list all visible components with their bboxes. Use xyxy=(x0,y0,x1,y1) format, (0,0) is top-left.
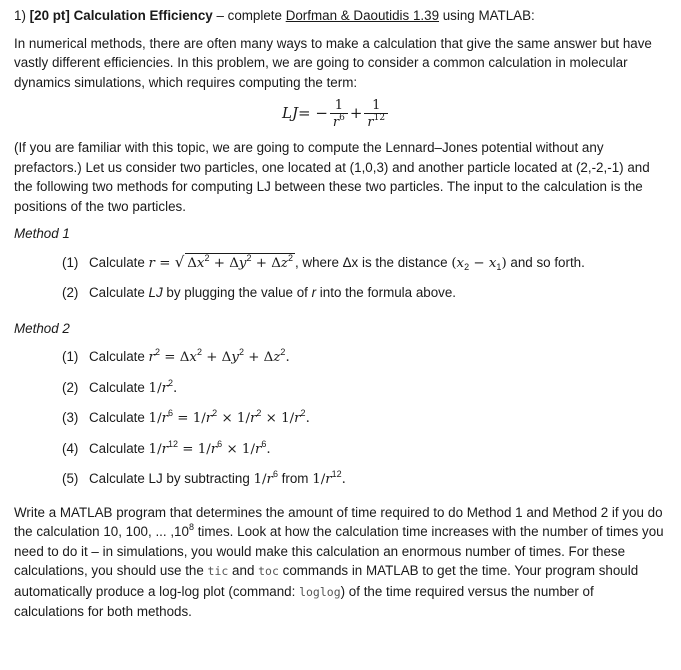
method-2-step-4: (4) Calculate $1/r^{12} = 1/r^6 \times 1/r^6$. xyxy=(62,438,271,457)
code-tic: tic xyxy=(207,564,229,578)
step-text: Calculate xyxy=(89,349,149,364)
eq-den-1-base: r xyxy=(332,115,340,130)
step-number: (1) xyxy=(62,254,79,270)
closing-text: commands in MATLAB to get the time. Your program should automatically produce a log-log plot (command: xyxy=(14,563,639,599)
code-toc: toc xyxy=(258,564,279,578)
step-text: Calculate LJ by subtracting xyxy=(89,471,254,486)
intro-paragraph: In numerical methods, there are often many ways to make a calculation that give the same answer but have vastly different efficiencies. In this problem, we are going to consider a common calculation in molecular dynamics simulations, which requires computing the term: xyxy=(14,35,652,90)
eq-den-1-exp: 6 xyxy=(339,113,345,123)
step-text: from xyxy=(277,471,313,486)
method-2-step-3: (3) Calculate $1/r^6 = 1/r^2 \times 1/r^2 \times 1/r^2$. xyxy=(62,408,310,426)
method-1-title: Method 1 xyxy=(14,226,70,241)
problem-points: [20 pt] xyxy=(29,8,70,23)
reference-link[interactable]: Dorfman & Daoutidis 1.39 xyxy=(285,8,440,23)
context-paragraph: (If you are familiar with this topic, we are going to compute the Lennard–Jones potential without any prefactors.) Let us consider two particles, one located at (1,0,3) and another particle located at (2,-2,-1) and the following two methods for computing LJ between these two particles. The input to the calculation is the positions of the two particles. xyxy=(14,140,650,214)
eq-num-2: 1 xyxy=(372,98,381,113)
step-r: r xyxy=(311,285,317,300)
step-text: Calculate xyxy=(89,440,149,456)
closing-text: and xyxy=(228,563,259,578)
step-text: by plugging the value of xyxy=(162,285,312,300)
step-text: Calculate xyxy=(89,410,149,425)
eq-plus: + xyxy=(349,104,363,123)
eq-den-2-exp: 12 xyxy=(373,113,386,123)
method-1-step-1: (1) Calculate r = √ $\Delta x^2 + \Delta y^2 + \Delta z^2$ , where Δx is the distance $(x_2 - x_1)$ and so forth. xyxy=(62,252,585,272)
eq-lhs: LJ xyxy=(282,104,298,123)
step-number: (1) xyxy=(62,349,79,364)
closing-text: ) of the time required versus the number of calculations for both methods. xyxy=(14,583,594,619)
problem-title: Calculation Efficiency xyxy=(73,8,213,23)
problem-page xyxy=(14,6,666,622)
method-2-step-1: (1) Calculate $r^2 = \Delta x^2 + \Delta y^2 + \Delta z^2$. xyxy=(62,347,290,365)
method-1-steps xyxy=(62,250,666,311)
eq-den-2-base: r xyxy=(367,115,374,130)
eq-fraction-1 xyxy=(330,98,348,130)
closing-exp: 8 xyxy=(188,522,194,532)
step-text: Calculate xyxy=(89,254,149,270)
eq-num-1: 1 xyxy=(334,98,343,113)
closing-text: times. Look at how the calculation time increases with the number of times you need to do it – in simulations, you would make this calculation an enormous number of times. For these calculations, you should use the xyxy=(14,524,664,578)
closing-paragraph xyxy=(14,503,666,622)
step-number: (5) xyxy=(62,471,79,486)
header-suffix: using MATLAB: xyxy=(439,8,535,23)
step-number: (3) xyxy=(62,410,79,425)
step-text: Calculate xyxy=(89,379,149,395)
step-number: (2) xyxy=(62,285,79,300)
step-text: Calculate xyxy=(89,285,149,300)
step-number: (2) xyxy=(62,379,79,395)
problem-number: 1) xyxy=(14,8,26,23)
eq-fraction-2 xyxy=(364,98,388,130)
problem-header xyxy=(14,6,666,26)
step-number: (4) xyxy=(62,440,79,456)
closing-text: Write a MATLAB program that determines the amount of time required to do Method 1 and Method 2 if you do the calculation 10, 100, ... ,10 xyxy=(14,504,663,539)
eq-equals: = − xyxy=(297,104,328,123)
lj-equation xyxy=(14,92,666,138)
step-text: , where Δx is the distance xyxy=(294,254,452,270)
method-2-steps xyxy=(62,344,666,497)
code-loglog: loglog xyxy=(299,584,341,599)
step-text: into the formula above. xyxy=(316,285,457,300)
step-text: and so forth. xyxy=(506,254,585,270)
method-2-step-5: (5) Calculate LJ by subtracting $1/r^6$ from $1/r^{12}$. xyxy=(62,469,346,487)
step-lj: LJ xyxy=(148,285,163,300)
header-dash: – complete xyxy=(212,8,286,23)
method-1-step-2 xyxy=(62,280,666,311)
method-2-title: Method 2 xyxy=(14,320,70,336)
method-2-step-2: (2) Calculate $1/r^2$. xyxy=(62,377,178,396)
